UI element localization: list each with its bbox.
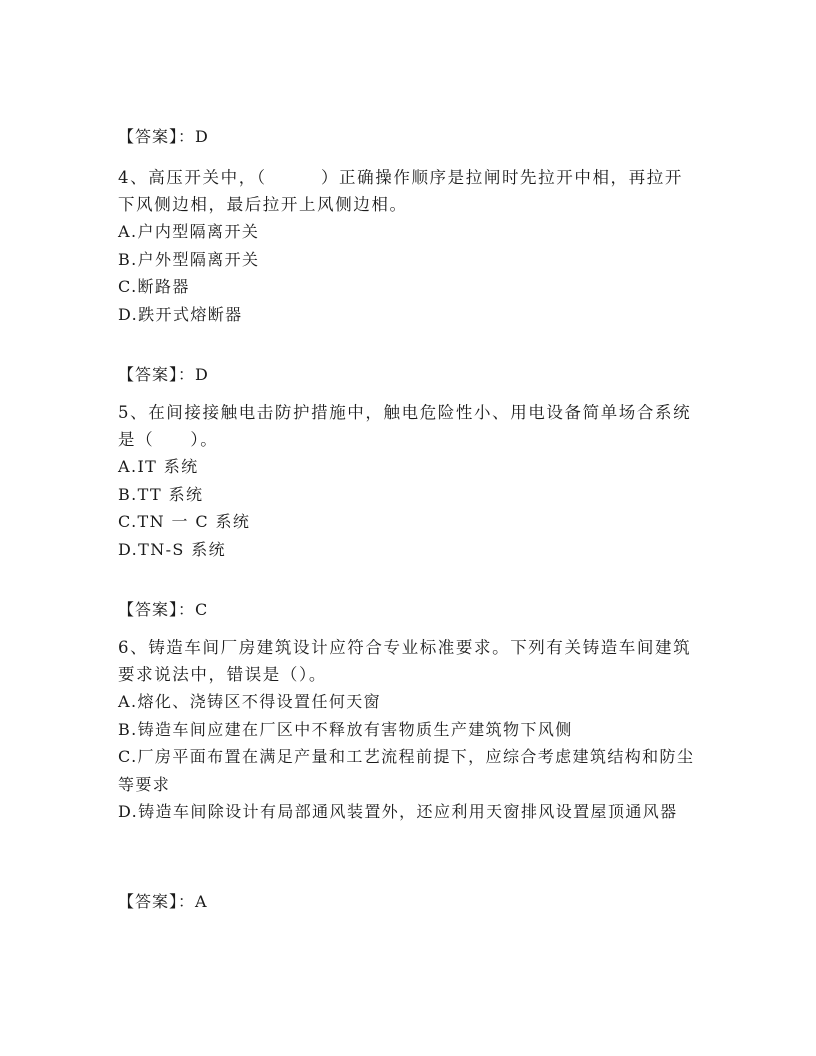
question-5-option-a: A.IT 系统 (118, 457, 199, 476)
question-6-text: 6、铸造车间厂房建筑设计应符合专业标准要求。下列有关铸造车间建筑要求说法中，错误是（）。 (118, 638, 692, 684)
question-5-option-b: B.TT 系统 (118, 484, 204, 504)
question-4-options (118, 218, 698, 328)
question-6-option-a: A.熔化、浇铸区不得设置任何天窗 (118, 692, 382, 711)
answer-3: 【答案】：D (118, 127, 209, 146)
question-6-option-d: D.铸造车间除设计有局部通风装置外，还应利用天窗排风设置屋顶通风器 (118, 802, 678, 821)
answer-4: 【答案】：D (118, 365, 209, 384)
question-5-options (118, 453, 698, 563)
question-5-option-d: D.TN-S 系统 (118, 539, 227, 559)
question-6-options (118, 688, 698, 826)
question-4-option-b: B.户外型隔离开关 (118, 249, 260, 269)
question-6-option-b: B.铸造车间应建在厂区中不释放有害物质生产建筑物下风侧 (118, 719, 573, 739)
question-6-option-c: C.厂房平面布置在满足产量和工艺流程前提下，应综合考虑建筑结构和防尘等要求 (118, 747, 695, 794)
question-5-option-c: C.TN 一 C 系统 (118, 512, 251, 531)
question-4-option-d: D.跌开式熔断器 (118, 304, 243, 324)
question-5 (118, 399, 698, 563)
question-4-option-c: C.断路器 (118, 277, 190, 296)
question-4 (118, 164, 698, 328)
question-6 (118, 634, 698, 826)
question-4-text: 4、高压开关中，（ ）正确操作顺序是拉闸时先拉开中相，再拉开下风侧边相，最后拉开上风侧边相。 (118, 168, 683, 214)
answer-6: 【答案】：A (118, 892, 208, 911)
question-4-option-a: A.户内型隔离开关 (118, 222, 260, 241)
question-5-text: 5、在间接接触电击防护措施中，触电危险性小、用电设备简单场合系统是（ ）。 (118, 403, 692, 449)
answer-5: 【答案】：C (118, 600, 209, 619)
